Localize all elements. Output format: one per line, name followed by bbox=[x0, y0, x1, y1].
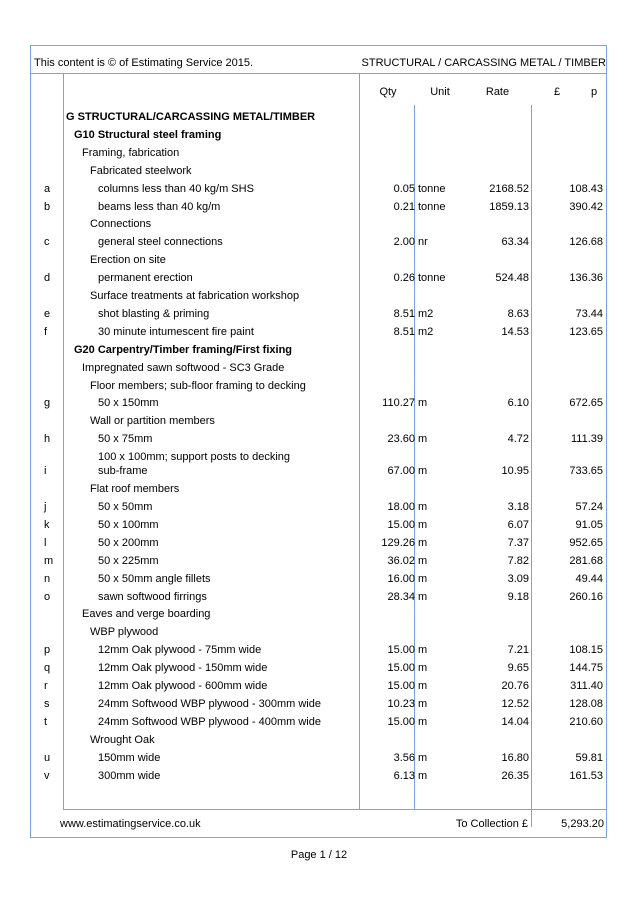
item-qty: 3.56 bbox=[393, 751, 415, 764]
item-rate: 16.80 bbox=[501, 751, 529, 764]
item-unit: tonne bbox=[418, 200, 446, 213]
item-ref: d bbox=[44, 272, 51, 285]
item-qty: 28.34 bbox=[387, 590, 415, 603]
item-ref: l bbox=[44, 536, 47, 549]
table-row bbox=[30, 536, 607, 554]
item-unit: m bbox=[418, 501, 428, 513]
item-unit: m bbox=[418, 554, 428, 567]
item-rate: 7.82 bbox=[507, 554, 529, 567]
item-rate: 2168.52 bbox=[489, 182, 529, 195]
section-title: STRUCTURAL / CARCASSING METAL / TIMBER bbox=[361, 57, 606, 69]
copyright-notice: This content is © of Estimating Service 2015. bbox=[34, 57, 254, 69]
table-row bbox=[30, 500, 607, 518]
item-rate: 9.18 bbox=[507, 590, 529, 603]
item-description: sawn softwood firrings bbox=[98, 590, 207, 603]
item-amount: 672.65 bbox=[569, 397, 603, 410]
table-row bbox=[30, 482, 607, 500]
item-amount: 390.42 bbox=[569, 200, 603, 213]
item-rate: 10.95 bbox=[501, 465, 529, 478]
item-ref: h bbox=[44, 433, 51, 446]
item-unit: m bbox=[418, 715, 428, 728]
item-unit: m bbox=[418, 518, 428, 531]
column-pence: p bbox=[591, 86, 598, 98]
item-description: Framing, fabrication bbox=[82, 146, 180, 159]
item-amount: 126.68 bbox=[569, 236, 603, 249]
item-rate: 8.63 bbox=[507, 307, 529, 320]
item-description: Wrought Oak bbox=[90, 733, 155, 746]
item-qty: 0.21 bbox=[393, 200, 415, 213]
item-rate: 6.07 bbox=[507, 518, 529, 531]
item-qty: 18.00 bbox=[387, 501, 415, 513]
item-qty: 15.00 bbox=[387, 680, 415, 692]
item-unit: m bbox=[418, 536, 428, 549]
item-description: G10 Structural steel framing bbox=[74, 128, 222, 141]
item-amount: 311.40 bbox=[570, 680, 603, 692]
item-amount: 144.75 bbox=[569, 662, 603, 675]
table-row bbox=[30, 625, 607, 643]
item-ref: r bbox=[44, 680, 48, 692]
item-qty: 6.13 bbox=[393, 769, 415, 782]
table-row bbox=[30, 164, 607, 182]
table-row bbox=[30, 518, 607, 536]
item-ref: i bbox=[44, 465, 47, 478]
item-amount: 161.53 bbox=[569, 769, 603, 782]
column-qty: Qty bbox=[379, 86, 397, 98]
table-row bbox=[30, 307, 607, 325]
item-unit: m bbox=[418, 397, 428, 410]
table-row bbox=[30, 554, 607, 572]
item-qty: 16.00 bbox=[387, 572, 415, 585]
item-ref: p bbox=[44, 644, 51, 657]
table-row bbox=[30, 271, 607, 289]
column-unit: Unit bbox=[430, 86, 450, 98]
item-description: 12mm Oak plywood - 150mm wide bbox=[98, 662, 268, 675]
item-rate: 9.65 bbox=[507, 662, 529, 675]
table-row bbox=[30, 182, 607, 200]
table-row bbox=[30, 450, 607, 480]
item-description: 150mm wide bbox=[98, 751, 161, 764]
item-description: 50 x 50mm bbox=[98, 501, 153, 513]
item-ref: t bbox=[44, 715, 48, 728]
item-ref: e bbox=[44, 307, 51, 320]
item-amount: 123.65 bbox=[569, 325, 603, 338]
table-row bbox=[30, 200, 607, 218]
item-unit: m bbox=[418, 751, 428, 764]
item-description: Impregnated sawn softwood - SC3 Grade bbox=[82, 361, 285, 374]
item-description: general steel connections bbox=[98, 236, 223, 249]
table-row bbox=[30, 751, 607, 769]
item-ref: m bbox=[44, 554, 54, 567]
table-row bbox=[30, 590, 607, 608]
item-qty: 15.00 bbox=[387, 662, 415, 675]
item-qty: 0.05 bbox=[393, 182, 415, 195]
item-description: 50 x 225mm bbox=[98, 554, 159, 567]
collection-total: 5,293.20 bbox=[561, 818, 604, 830]
item-description: columns less than 40 kg/m SHS bbox=[98, 182, 254, 195]
item-rate: 7.21 bbox=[507, 644, 529, 657]
item-amount: 128.08 bbox=[569, 697, 603, 710]
item-unit: m bbox=[418, 697, 428, 710]
item-description: Erection on site bbox=[90, 254, 166, 267]
item-ref: n bbox=[44, 572, 51, 585]
item-amount: 136.36 bbox=[569, 272, 603, 285]
item-amount: 260.16 bbox=[569, 590, 603, 603]
item-amount: 952.65 bbox=[569, 536, 603, 549]
table-row bbox=[30, 679, 607, 697]
item-description: Fabricated steelwork bbox=[90, 164, 192, 177]
table-row bbox=[30, 432, 607, 450]
item-rate: 14.04 bbox=[501, 715, 529, 728]
item-amount: 49.44 bbox=[575, 572, 603, 585]
item-unit: m bbox=[418, 572, 428, 585]
item-qty: 36.02 bbox=[387, 554, 415, 567]
item-rate: 63.34 bbox=[501, 236, 529, 249]
item-description: Surface treatments at fabrication workshop bbox=[90, 290, 300, 302]
table-row bbox=[30, 414, 607, 432]
item-qty: 10.23 bbox=[387, 697, 415, 710]
table-row bbox=[30, 235, 607, 253]
item-unit: tonne bbox=[418, 182, 446, 195]
item-unit: m2 bbox=[418, 325, 434, 338]
header-divider bbox=[30, 73, 607, 74]
item-unit: m bbox=[418, 662, 428, 675]
item-description: Connections bbox=[90, 218, 152, 231]
item-amount: 108.43 bbox=[569, 182, 603, 195]
item-description: permanent erection bbox=[98, 272, 193, 285]
item-unit: m bbox=[418, 680, 428, 692]
item-description: Floor members; sub-floor framing to decking bbox=[90, 379, 306, 392]
item-rate: 1859.13 bbox=[489, 200, 529, 213]
item-ref: q bbox=[44, 662, 51, 675]
item-rate: 3.18 bbox=[507, 501, 529, 513]
table-row bbox=[30, 643, 607, 661]
item-rate: 7.37 bbox=[507, 536, 529, 549]
table-row bbox=[30, 733, 607, 751]
item-qty: 110.27 bbox=[382, 397, 415, 410]
item-description: 300mm wide bbox=[98, 769, 161, 782]
item-description: G20 Carpentry/Timber framing/First fixing bbox=[74, 343, 293, 356]
item-description: 100 x 100mm; support posts to decking bbox=[98, 451, 290, 464]
item-amount: 733.65 bbox=[569, 465, 603, 478]
collection-label: To Collection £ bbox=[455, 818, 528, 830]
item-ref: a bbox=[44, 182, 51, 195]
item-unit: m2 bbox=[418, 307, 434, 320]
item-unit: m bbox=[418, 433, 428, 446]
item-ref: f bbox=[44, 325, 48, 338]
item-rate: 524.48 bbox=[495, 272, 529, 285]
item-qty: 0.26 bbox=[393, 272, 415, 285]
table-row bbox=[30, 253, 607, 271]
item-description: beams less than 40 kg/m bbox=[98, 200, 221, 213]
item-description: 12mm Oak plywood - 75mm wide bbox=[98, 644, 262, 657]
item-unit: m bbox=[418, 590, 428, 603]
table-row bbox=[30, 325, 607, 343]
item-ref: u bbox=[44, 751, 51, 764]
item-description: WBP plywood bbox=[90, 626, 159, 639]
column-rate: Rate bbox=[485, 86, 510, 98]
item-qty: 8.51 bbox=[393, 307, 415, 320]
item-ref: j bbox=[44, 501, 47, 513]
website-link[interactable]: www.estimatingservice.co.uk bbox=[60, 818, 201, 830]
item-qty: 23.60 bbox=[387, 433, 415, 446]
item-rate: 4.72 bbox=[507, 433, 529, 446]
table-row bbox=[30, 379, 607, 397]
item-description: 24mm Softwood WBP plywood - 300mm wide bbox=[98, 697, 321, 710]
page-number: Page 1 / 12 bbox=[290, 849, 348, 861]
item-ref: v bbox=[44, 769, 50, 782]
table-row bbox=[30, 697, 607, 715]
table-row bbox=[30, 128, 607, 146]
item-rate: 3.09 bbox=[507, 572, 529, 585]
item-rate: 6.10 bbox=[507, 397, 529, 410]
item-unit: tonne bbox=[418, 272, 446, 285]
item-ref: g bbox=[44, 397, 51, 410]
item-rate: 14.53 bbox=[501, 325, 529, 338]
item-description: 24mm Softwood WBP plywood - 400mm wide bbox=[98, 715, 321, 728]
item-description: 30 minute intumescent fire paint bbox=[98, 325, 254, 338]
item-description-continued: sub-frame bbox=[98, 465, 148, 478]
item-amount: 111.39 bbox=[570, 433, 603, 446]
table-row bbox=[30, 769, 607, 787]
item-unit: m bbox=[418, 769, 428, 782]
item-ref: o bbox=[44, 590, 51, 603]
table-row bbox=[30, 661, 607, 679]
item-amount: 108.15 bbox=[569, 644, 603, 657]
item-amount: 91.05 bbox=[575, 518, 603, 531]
item-description: 50 x 50mm angle fillets bbox=[98, 572, 211, 585]
item-rate: 12.52 bbox=[501, 697, 529, 710]
item-description: Eaves and verge boarding bbox=[82, 608, 211, 621]
item-amount: 281.68 bbox=[569, 554, 603, 567]
item-ref: k bbox=[44, 518, 50, 531]
table-row bbox=[30, 217, 607, 235]
item-description: Wall or partition members bbox=[90, 415, 215, 428]
item-qty: 15.00 bbox=[387, 715, 415, 728]
item-amount: 210.60 bbox=[569, 715, 603, 728]
item-description: shot blasting & priming bbox=[98, 307, 210, 320]
item-unit: m bbox=[418, 465, 428, 478]
item-rate: 26.35 bbox=[501, 769, 529, 782]
table-row bbox=[30, 289, 607, 307]
column-pounds: £ bbox=[554, 86, 561, 98]
item-amount: 73.44 bbox=[575, 307, 603, 320]
item-qty: 15.00 bbox=[387, 518, 415, 531]
item-unit: m bbox=[418, 644, 428, 657]
item-description: G STRUCTURAL/CARCASSING METAL/TIMBER bbox=[66, 111, 316, 123]
item-amount: 59.81 bbox=[575, 751, 603, 764]
item-unit: nr bbox=[418, 236, 428, 249]
table-row bbox=[30, 607, 607, 625]
item-qty: 15.00 bbox=[387, 644, 415, 657]
table-row bbox=[30, 361, 607, 379]
item-qty: 2.00 bbox=[393, 236, 415, 249]
table-row bbox=[30, 146, 607, 164]
item-amount: 57.24 bbox=[575, 501, 603, 513]
table-row bbox=[30, 396, 607, 414]
item-ref: b bbox=[44, 200, 51, 213]
item-ref: c bbox=[44, 236, 50, 249]
table-bottom-divider bbox=[63, 809, 607, 810]
item-description: 50 x 200mm bbox=[98, 536, 159, 549]
item-qty: 8.51 bbox=[393, 325, 415, 338]
item-qty: 129.26 bbox=[381, 536, 415, 549]
table-row bbox=[30, 715, 607, 733]
item-description: Flat roof members bbox=[90, 483, 180, 496]
item-description: 50 x 100mm bbox=[98, 518, 159, 531]
item-description: 50 x 150mm bbox=[98, 397, 159, 410]
item-description: 50 x 75mm bbox=[98, 433, 153, 446]
table-row bbox=[30, 110, 607, 128]
item-description: 12mm Oak plywood - 600mm wide bbox=[98, 680, 268, 692]
table-row bbox=[30, 572, 607, 590]
table-row bbox=[30, 343, 607, 361]
item-rate: 20.76 bbox=[501, 680, 529, 692]
item-qty: 67.00 bbox=[387, 465, 415, 478]
item-ref: s bbox=[44, 697, 50, 710]
